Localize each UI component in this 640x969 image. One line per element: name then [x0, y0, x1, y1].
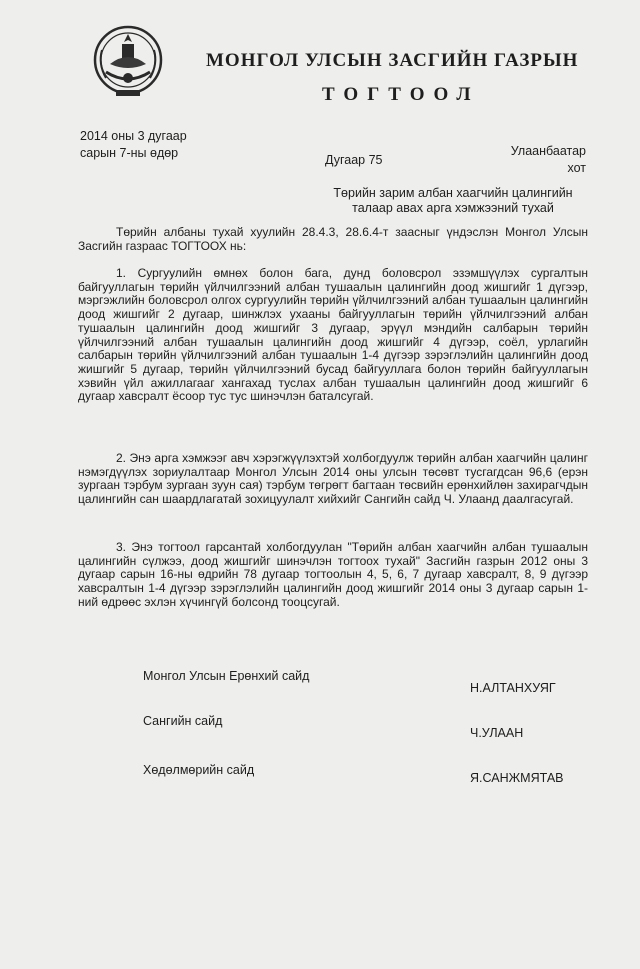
- clause-3-paragraph: 3. Энэ тогтоол гарсантай холбогдуулан "Төрийн албан хаагчийн албан тушаалын цалингийн сүлжээ, доод жишгийг шинэчлэн тогтоох тухай" Засгийн газрын 2012 оны 3 дугаар сарын 16-ны өдрийн 78 дугаар тогтоолын 4, 5, 6, 7 дугаар хавсралт, 8, 9 дүгээр хавсралтын 1-4 дүгээр зэрэглэлийн цалингийн доод жишгийг 2014 оны 3 дугаар сарын 1-ний өдрөөс эхлэн хүчингүй болсонд тооцсугай.: [78, 540, 588, 609]
- clause-1-paragraph: 1. Сургуулийн өмнөх болон бага, дунд боловсрол эзэмшүүлэх сургалтын байгууллагын төрийн үйлчилгээний албан тушаалын цалингийн доод жишгийг 1 дүгээр, мэргэжлийн боловсрол олгох сургуулийн төрийн үйлчилгээний албан тушаалын цалингийн доод жишгийг 2 дугаар, шинжлэх ухааны байгууллагын төрийн үйлчилгээний албан тушаалын цалингийн доод жишгийг 3 дугаар, эрүүл мэндийн салбарын төрийн үйлчилгээний албан тушаалын цалингийн доод жишгийг 4 дүгээр, соёл, урлагийн салбарын төрийн үйлчилгээний албан тушаалын 1-4 дүгээр зэрэглэлийн цалингийн доод жишгийг 5 дугаар, төрийн үйлчилгээний бусад байгууллага болон төрийн байгууллагын хэвийн үйл ажиллагааг хангахад туслах албан тушаалын цалингийн доод жишгийг 6 дугаар хавсралт ёсоор тус тус шинэчлэн баталсугай.: [78, 266, 588, 404]
- state-emblem-icon: [92, 20, 164, 100]
- clause-2-paragraph: 2. Энэ арга хэмжээг авч хэрэгжүүлэхтэй холбогдуулж төрийн албан хаагчийн цалинг нэмэгдүүлэх зориулалтаар Монгол Улсын 2014 оны улсын төсөвт тусгагдсан 96,6 (ерэн зургаан тэрбум зургаан зуун сая) тэрбум төгрөгт багтаан төсвийн ерөнхийлөн захирагчдын цалингийн сан шаардлагатай зохицуулалт хийхийг Сангийн сайд Ч. Улаанд даалгасугай.: [78, 451, 588, 507]
- resolution-number: Дугаар 75: [325, 153, 383, 167]
- issue-date-line2: сарын 7-ны өдөр: [80, 146, 179, 160]
- issue-date-line1: 2014 оны 3 дугаар: [80, 129, 187, 143]
- signatory-name-finance-minister: Ч.УЛААН: [470, 726, 524, 740]
- issue-city-line1: Улаанбаатар: [510, 144, 586, 158]
- resolution-subject: [318, 186, 588, 216]
- subject-line1: Төрийн зарим албан хаагчийн цалингийн: [333, 186, 573, 200]
- signatory-title-finance-minister: Сангийн сайд: [143, 714, 223, 728]
- document-title-line2: ТОГТООЛ: [322, 84, 480, 105]
- signatory-name-prime-minister: Н.АЛТАНХУЯГ: [470, 681, 556, 695]
- signatory-title-prime-minister: Монгол Улсын Ерөнхий сайд: [143, 669, 310, 683]
- issue-date: [80, 128, 187, 162]
- preamble-paragraph: Төрийн албаны тухай хуулийн 28.4.3, 28.6.4-т заасныг үндэслэн Монгол Улсын Засгийн газраас ТОГТООХ нь:: [78, 225, 588, 253]
- signatory-name-labour-minister: Я.САНЖМЯТАВ: [470, 771, 564, 785]
- subject-line2: талаар авах арга хэмжээний тухай: [352, 201, 554, 215]
- issue-city-line2: хот: [567, 161, 586, 175]
- document-title-line1: МОНГОЛ УЛСЫН ЗАСГИЙН ГАЗРЫН: [206, 50, 579, 71]
- issue-city: [510, 143, 586, 177]
- signatory-title-labour-minister: Хөдөлмөрийн сайд: [143, 763, 255, 777]
